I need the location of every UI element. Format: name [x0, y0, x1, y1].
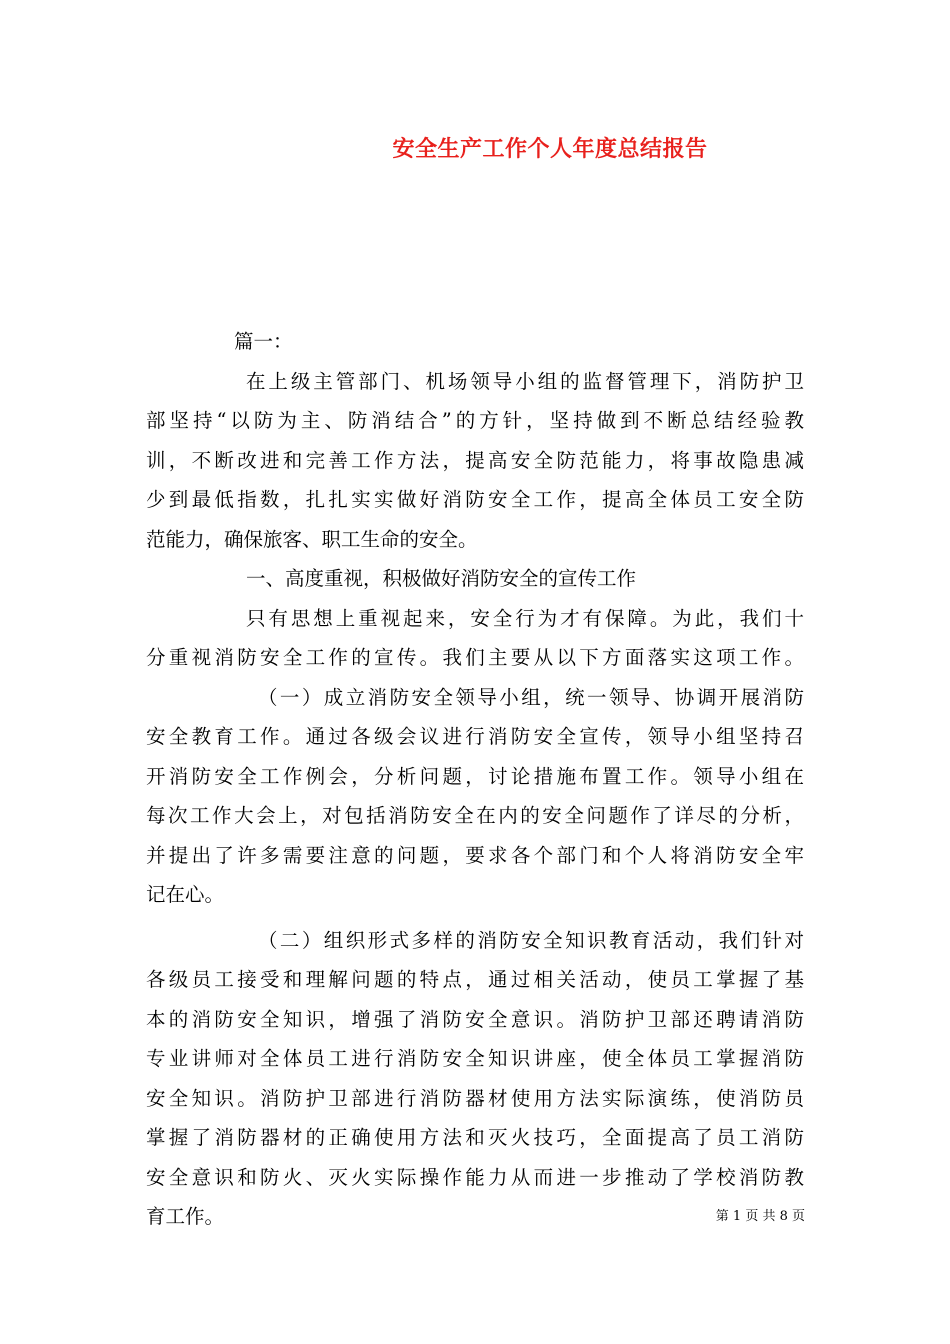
paragraph-line: 部坚持“以防为主、防消结合”的方针，坚持做到不断总结经验教: [146, 409, 804, 432]
paragraph-line: 并提出了许多需要注意的问题，要求各个部门和个人将消防安全牢: [146, 843, 804, 867]
paragraph-line: 记在心。: [146, 883, 225, 906]
paragraph-line: 范能力，确保旅客、职工生命的安全。: [146, 527, 478, 551]
document-body: [146, 322, 804, 1237]
paragraph-line: 专业讲师对全体员工进行消防安全知识讲座，使全体员工掌握消防: [146, 1047, 804, 1070]
paragraph-line: 开消防安全工作例会，分析问题，讨论措施布置工作。领导小组在: [146, 764, 804, 788]
document-title: 安全生产工作个人年度总结报告: [392, 136, 708, 162]
section-label: 篇一：: [234, 330, 293, 353]
paragraph-line: 安全教育工作。通过各级会议进行消防安全宣传，领导小组坚持召: [146, 725, 804, 748]
paragraph-line: （一）成立消防安全领导小组，统一领导、协调开展消防: [258, 685, 804, 709]
page-number: 第 1 页 共 8 页: [715, 1209, 805, 1224]
paragraph-line: 掌握了消防器材的正确使用方法和灭火技巧，全面提高了员工消防: [146, 1126, 804, 1149]
paragraph-line: 各级员工接受和理解问题的特点，通过相关活动，使员工掌握了基: [146, 968, 804, 991]
paragraph-line: 分重视消防安全工作的宣传。我们主要从以下方面落实这项工作。: [146, 646, 804, 669]
paragraph-line: 育工作。: [146, 1205, 225, 1228]
paragraph-line: 只有思想上重视起来，安全行为才有保障。为此，我们十: [246, 606, 804, 630]
paragraph-line: 少到最低指数，扎扎实实做好消防安全工作，提高全体员工安全防: [146, 488, 804, 511]
paragraph-line: 训，不断改进和完善工作方法，提高安全防范能力，将事故隐患减: [146, 448, 804, 472]
section-heading: 一、高度重视，积极做好消防安全的宣传工作: [246, 567, 637, 590]
paragraph-line: （二）组织形式多样的消防安全知识教育活动，我们针对: [258, 928, 804, 952]
paragraph-line: 本的消防安全知识，增强了消防安全意识。消防护卫部还聘请消防: [146, 1007, 804, 1031]
paragraph-line: 安全知识。消防护卫部进行消防器材使用方法实际演练，使消防员: [146, 1086, 804, 1110]
paragraph-line: 安全意识和防火、灭火实际操作能力从而进一步推动了学校消防教: [146, 1165, 804, 1189]
paragraph-line: 在上级主管部门、机场领导小组的监督管理下，消防护卫: [246, 369, 804, 393]
paragraph-line: 每次工作大会上，对包括消防安全在内的安全问题作了详尽的分析，: [146, 804, 804, 827]
